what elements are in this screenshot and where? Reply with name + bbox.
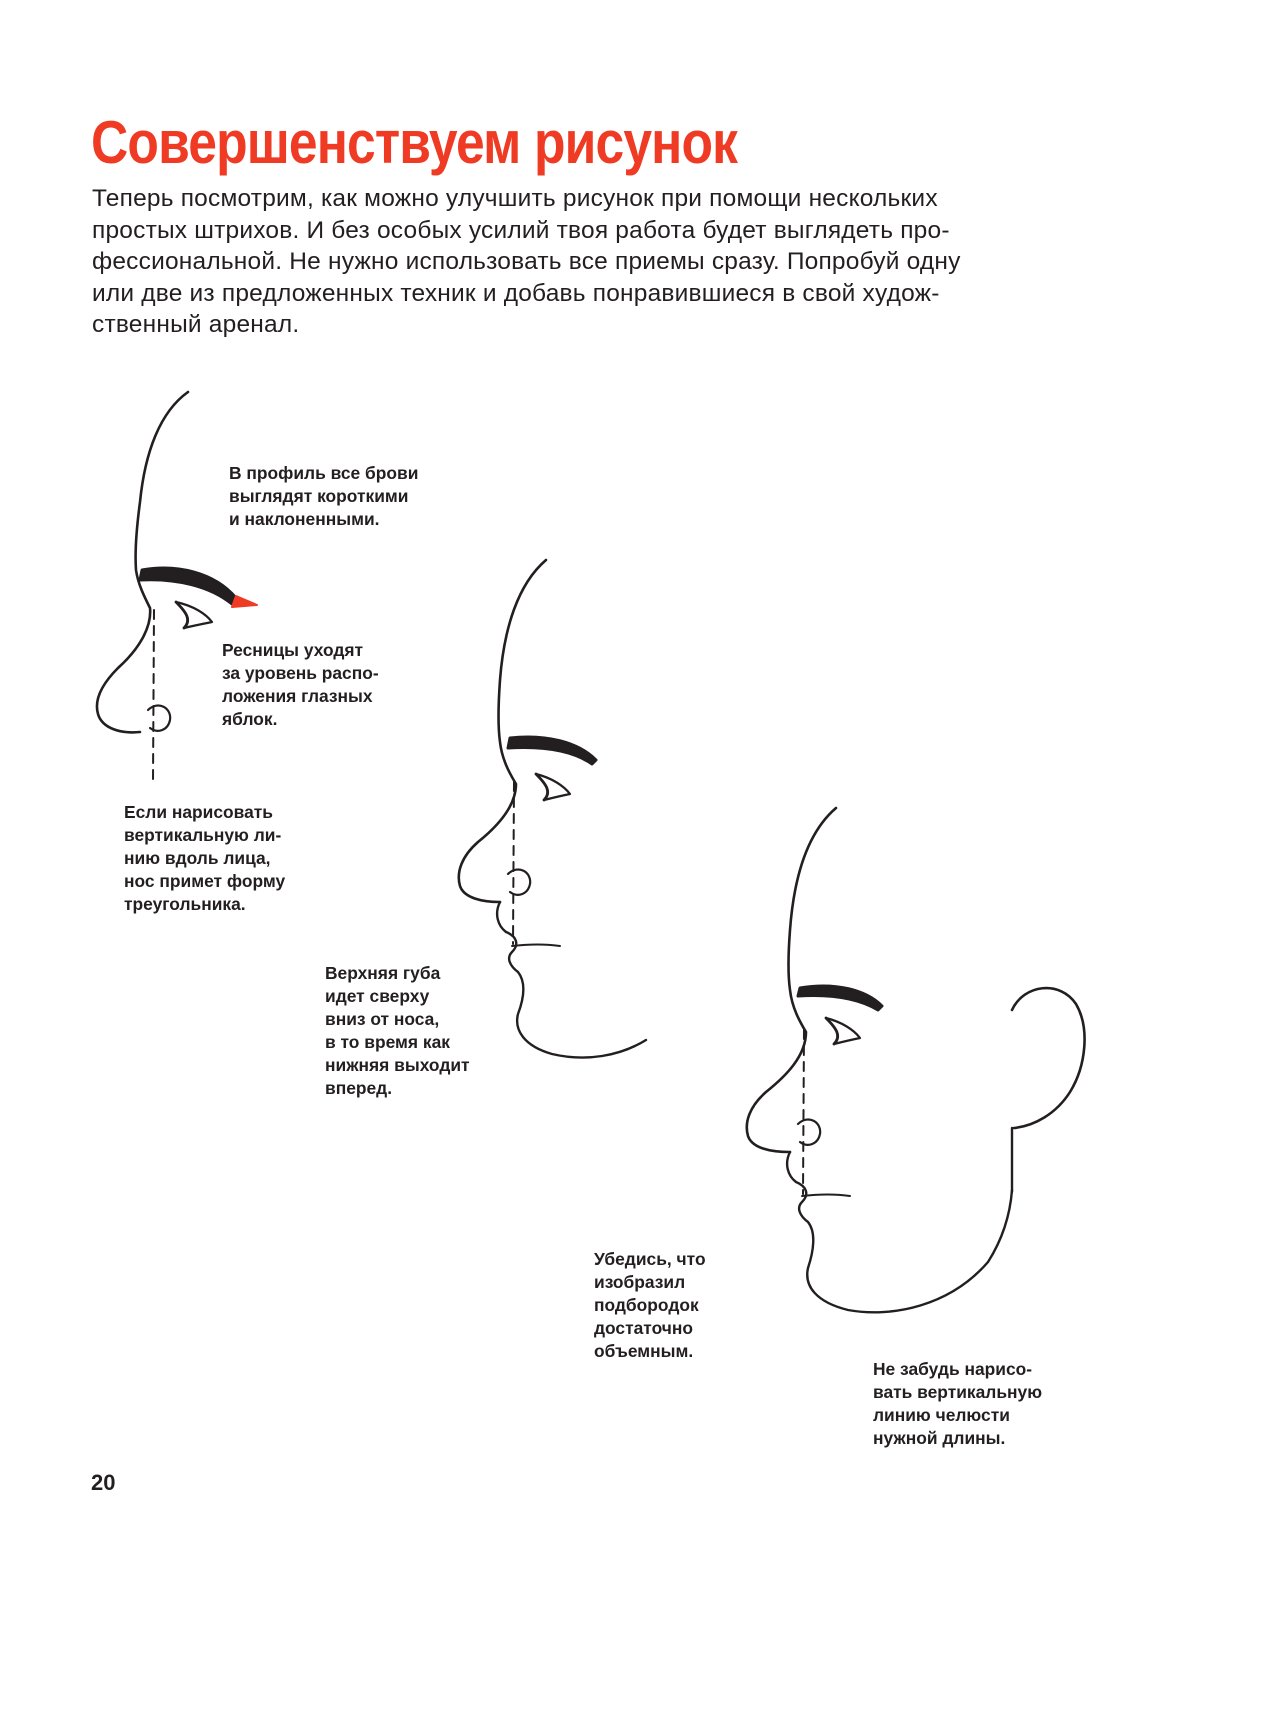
- page-title: Совершенствуем рисунок: [91, 109, 738, 176]
- caption-upper-lip: [325, 962, 470, 1100]
- profile-sketch-3: [747, 808, 1085, 1312]
- caption-line: Верхняя губа: [325, 963, 441, 983]
- caption-line: вниз от носа,: [325, 1009, 440, 1029]
- caption-line: нос примет форму: [124, 871, 286, 891]
- nostril: [148, 705, 170, 730]
- caption-line: линию челюсти: [873, 1405, 1010, 1425]
- intro-line: ственный аренал.: [92, 311, 300, 339]
- page-number: 20: [91, 1470, 116, 1495]
- eyebrow: [140, 568, 236, 604]
- caption-line: объемным.: [594, 1341, 694, 1361]
- caption-line: выглядят короткими: [229, 486, 409, 506]
- dashed-guide-line: [513, 782, 514, 944]
- caption-line: треугольника.: [124, 894, 246, 914]
- lips-and-chin: [497, 902, 646, 1058]
- caption-line: идет сверху: [325, 986, 430, 1006]
- profile-sketch-2: [459, 560, 646, 1058]
- intro-line: простых штрихов. И без особых усилий твоя работа будет выглядеть про-: [92, 216, 950, 244]
- caption-line: нию вдоль лица,: [124, 848, 271, 868]
- arrow-icon: [232, 596, 257, 607]
- caption-line: Если нарисовать: [124, 802, 273, 822]
- caption-line: В профиль все брови: [229, 463, 419, 483]
- lips-chin-and-jaw: [787, 1152, 1012, 1312]
- caption-line: ложения глазных: [222, 686, 373, 706]
- caption-line: вертикальную ли-: [124, 825, 282, 845]
- nostril: [508, 869, 530, 894]
- ear: [1012, 988, 1085, 1128]
- caption-line: вать вертикальную: [873, 1382, 1043, 1402]
- dashed-guide-line: [153, 610, 154, 782]
- mouth-line: [512, 945, 560, 947]
- caption-line: подбородок: [594, 1295, 699, 1315]
- intro-line: фессиональной. Не нужно использовать все приемы сразу. Попробуй одну: [92, 248, 961, 276]
- caption-line: нужной длины.: [873, 1428, 1006, 1448]
- caption-line: Ресницы уходят: [222, 640, 364, 660]
- caption-line: и наклоненными.: [229, 509, 380, 529]
- face-outline: [747, 808, 836, 1152]
- mouth-line: [802, 1195, 850, 1197]
- caption-line: за уровень распо-: [222, 663, 379, 683]
- caption-line: изобразил: [594, 1272, 686, 1292]
- caption-vertical-line: [124, 801, 285, 916]
- intro-line: или две из предложенных техник и добавь понравившиеся в свой худож-: [92, 279, 940, 307]
- caption-line: Не забудь нарисо-: [873, 1359, 1033, 1379]
- caption-line: в то время как: [325, 1032, 450, 1052]
- nostril: [798, 1119, 820, 1144]
- face-outline: [459, 560, 546, 902]
- eyebrow: [508, 737, 596, 764]
- dashed-guide-line: [803, 1030, 804, 1194]
- caption-eyebrows: [229, 462, 418, 531]
- caption-jaw: [873, 1358, 1042, 1450]
- caption-line: достаточно: [594, 1318, 693, 1338]
- caption-line: вперед.: [325, 1078, 393, 1098]
- caption-line: яблок.: [222, 709, 278, 729]
- eyebrow: [798, 986, 882, 1010]
- face-outline: [97, 392, 188, 732]
- caption-chin: [594, 1248, 706, 1363]
- caption-line: Убедись, что: [594, 1249, 706, 1269]
- caption-eyelashes: [222, 639, 379, 731]
- caption-line: нижняя выходит: [325, 1055, 470, 1075]
- intro-line: Теперь посмотрим, как можно улучшить рисунок при помощи нескольких: [92, 185, 938, 212]
